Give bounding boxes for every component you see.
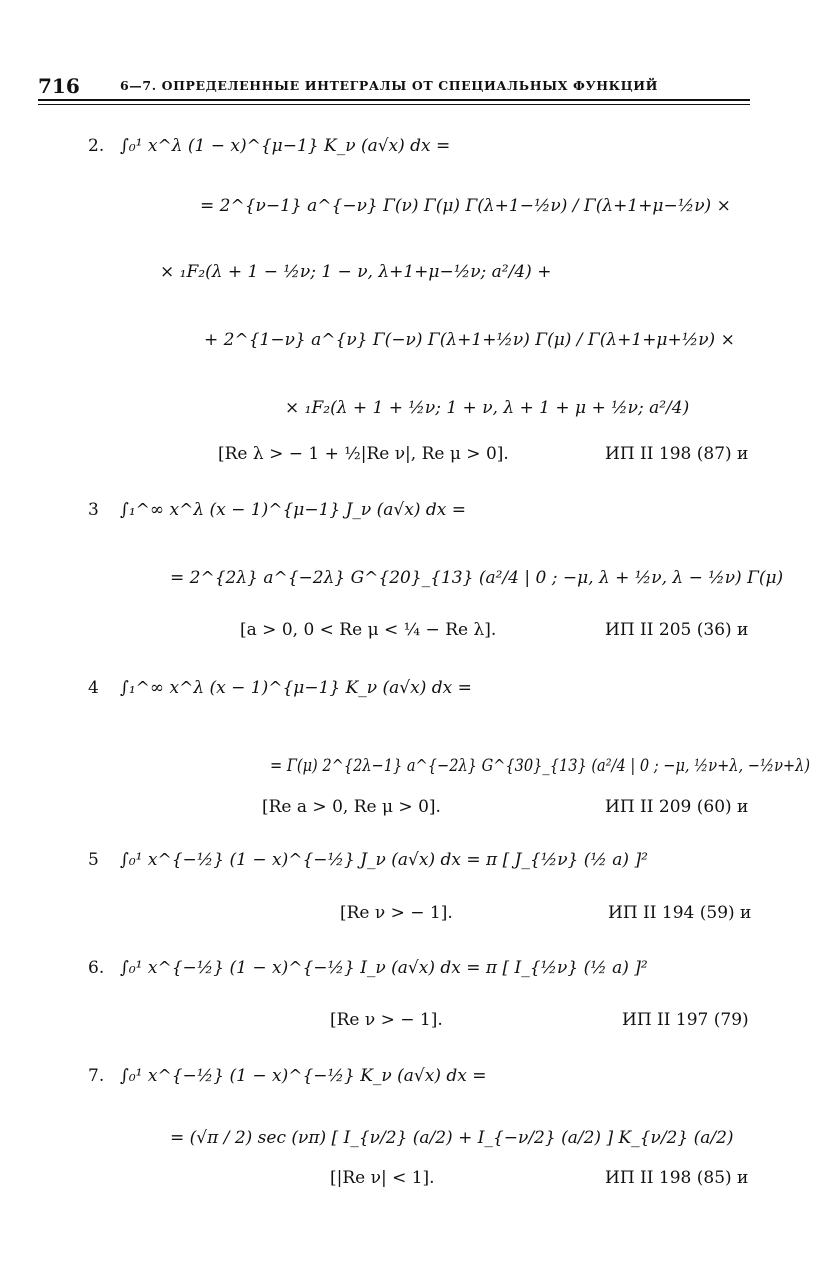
formula-condition: [a > 0, 0 < Re μ < ¼ − Re λ]. xyxy=(240,620,497,640)
formula-integral: ∫₁^∞ x^λ (x − 1)^{μ−1} K_ν (a√x) dx = xyxy=(120,678,472,698)
formula-condition: [Re ν > − 1]. xyxy=(330,1010,443,1030)
formula-reference: ИП II 194 (59) и xyxy=(608,903,752,923)
formula-reference: ИП II 198 (85) и xyxy=(605,1168,749,1188)
formula-number: 4 xyxy=(88,678,99,698)
formula-condition: [Re a > 0, Re μ > 0]. xyxy=(262,797,441,817)
formula-reference: ИП II 197 (79) xyxy=(622,1010,749,1030)
formula-line: + 2^{1−ν} a^{ν} Γ(−ν) Γ(λ+1+½ν) Γ(μ) / Γ(λ+1+μ+½ν) × xyxy=(204,330,735,350)
header-rule xyxy=(38,99,750,105)
formula-number: 6. xyxy=(88,958,105,978)
section-title: 6—7. ОПРЕДЕЛЕННЫЕ ИНТЕГРАЛЫ ОТ СПЕЦИАЛЬНЫХ ФУНКЦИЙ xyxy=(120,78,659,93)
formula-reference: ИП II 205 (36) и xyxy=(605,620,749,640)
formula-integral: ∫₀¹ x^λ (1 − x)^{μ−1} K_ν (a√x) dx = xyxy=(120,136,451,156)
formula-line: = 2^{2λ} a^{−2λ} G^{20}_{13} (a²/4 | 0 ; −μ, λ + ½ν, λ − ½ν) Γ(μ) xyxy=(170,568,784,588)
formula-line: × ₁F₂(λ + 1 − ½ν; 1 − ν, λ+1+μ−½ν; a²/4) + xyxy=(160,262,552,282)
formula-reference: ИП II 209 (60) и xyxy=(605,797,749,817)
formula-integral: ∫₁^∞ x^λ (x − 1)^{μ−1} J_ν (a√x) dx = xyxy=(120,500,466,520)
formula-number: 7. xyxy=(88,1066,105,1086)
formula-condition: [Re ν > − 1]. xyxy=(340,903,453,923)
formula-number: 2. xyxy=(88,136,105,156)
formula-integral: ∫₀¹ x^{−½} (1 − x)^{−½} K_ν (a√x) dx = xyxy=(120,1066,487,1086)
formula-line: = (√π / 2) sec (νπ) [ I_{ν/2} (a/2) + I_{−ν/2} (a/2) ] K_{ν/2} (a/2) xyxy=(170,1128,734,1148)
formula-integral: ∫₀¹ x^{−½} (1 − x)^{−½} I_ν (a√x) dx = π [ I_{½ν} (½ a) ]² xyxy=(120,958,648,978)
formula-line: = 2^{ν−1} a^{−ν} Γ(ν) Γ(μ) Γ(λ+1−½ν) / Γ(λ+1+μ−½ν) × xyxy=(200,196,731,216)
formula-condition: [Re λ > − 1 + ½|Re ν|, Re μ > 0]. xyxy=(218,444,509,464)
formula-reference: ИП II 198 (87) и xyxy=(605,444,749,464)
formula-number: 5 xyxy=(88,850,99,870)
page-number: 716 xyxy=(38,74,80,98)
formula-line: = Γ(μ) 2^{2λ−1} a^{−2λ} G^{30}_{13} (a²/4 | 0 ; −μ, ½ν+λ, −½ν+λ) xyxy=(270,756,811,776)
formula-condition: [|Re ν| < 1]. xyxy=(330,1168,435,1188)
formula-integral: ∫₀¹ x^{−½} (1 − x)^{−½} J_ν (a√x) dx = π [ J_{½ν} (½ a) ]² xyxy=(120,850,648,870)
formula-number: 3 xyxy=(88,500,99,520)
formula-line: × ₁F₂(λ + 1 + ½ν; 1 + ν, λ + 1 + μ + ½ν; a²/4) xyxy=(285,398,690,418)
